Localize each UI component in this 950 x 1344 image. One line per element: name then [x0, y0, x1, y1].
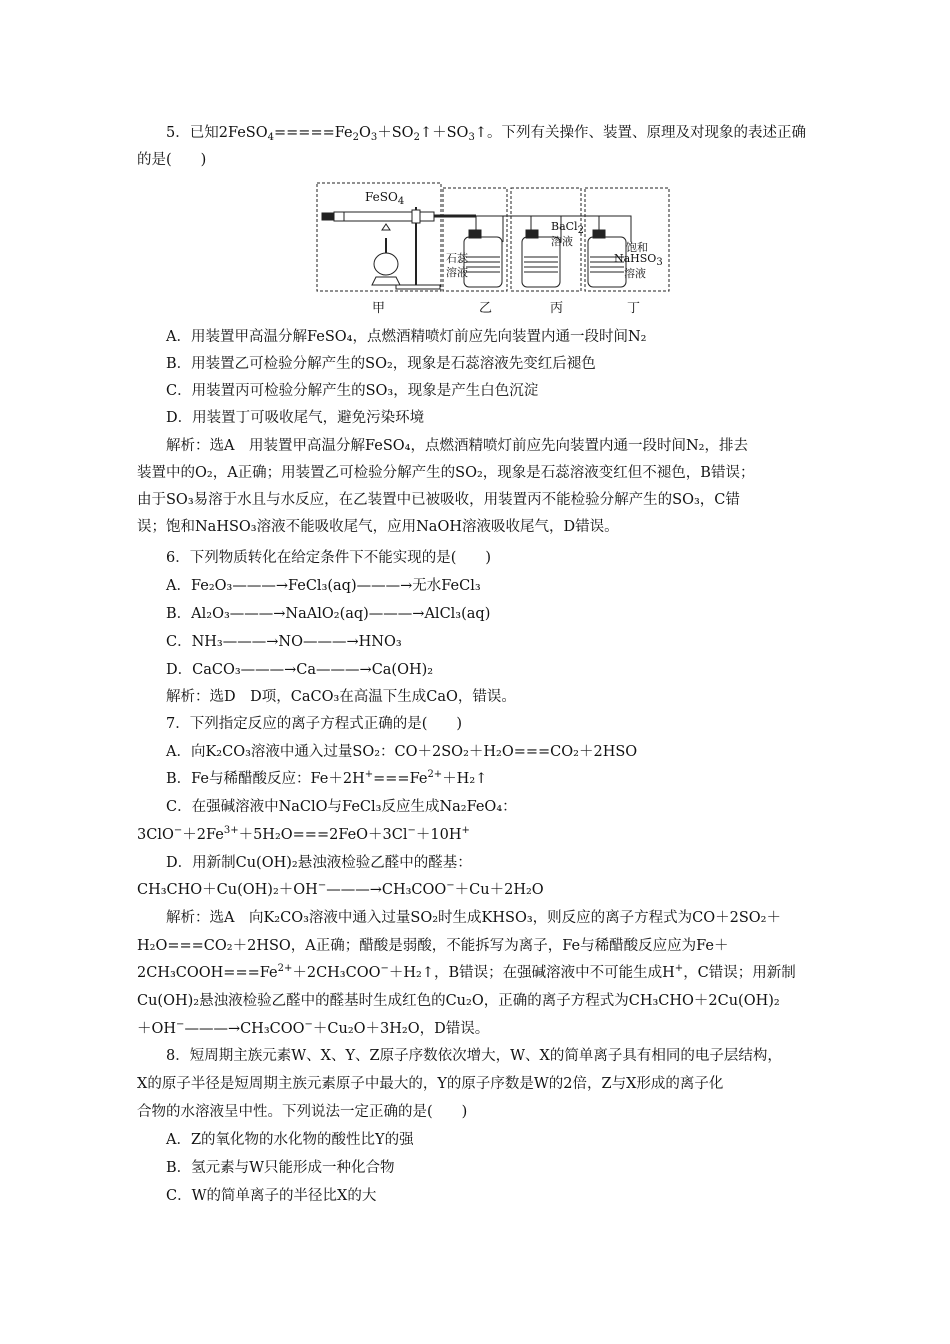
apparatus-figure	[316, 182, 672, 317]
label-nahso3-solution: 溶液	[624, 267, 646, 280]
label-bacl2: BaCl$_2$	[551, 220, 584, 236]
q5-option-c: C．用装置丙可检验分解产生的SO₃，现象是产生白色沉淀	[166, 383, 539, 399]
label-baohe: 饱和	[626, 241, 648, 254]
q7-analysis-1: 解析：选A 向K₂CO₃溶液中通入过量SO₂时生成KHSO₃，则反应的离子方程式为CO＋2SO₂＋	[166, 910, 781, 926]
label-nahso3: NaHSO$_3$	[614, 252, 663, 268]
q7-option-d-equation: CH₃CHO＋Cu(OH)₂＋OH−———→CH₃COO−＋Cu＋2H₂O	[137, 880, 544, 898]
q7-option-b: B．Fe与稀醋酸反应：$Fe+2H^+===Fe^{2+}+H_2↑$	[166, 769, 488, 787]
q5-analysis-2: 装置中的O₂，A正确；用装置乙可检验分解产生的SO₂，现象是石蕊溶液变红但不褪色，B错误；	[137, 465, 755, 481]
q7-option-d: D．用新制Cu(OH)₂悬浊液检验乙醛中的醛基：	[166, 855, 472, 871]
q6-stem: 6．下列物质转化在给定条件下不能实现的是( )	[166, 550, 492, 566]
label-ding: 丁	[627, 301, 641, 316]
q7-analysis-3: $2CH_3COOH===Fe^{2+}+2CH_3COO^-+H_2↑$，B错误；在强碱溶液中不可能生成H+，C错误；用新制	[137, 963, 796, 981]
label-jia: 甲	[372, 301, 386, 316]
q6-option-d: D．CaCO₃———→Ca———→Ca(OH)₂	[166, 662, 434, 678]
q8-stem-1: 8．短周期主族元素W、X、Y、Z原子序数依次增大，W、X的简单离子具有相同的电子层结构，	[166, 1048, 782, 1064]
q7-option-a: A．向K₂CO₃溶液中通入过量SO₂：CO＋2SO₂＋H₂O===CO₂＋2HSO	[166, 744, 638, 760]
q8-option-b: B．氢元素与W只能形成一种化合物	[166, 1160, 395, 1176]
q5-option-d: D．用装置丁可吸收尾气，避免污染环境	[166, 410, 425, 426]
q8-stem-3: 合物的水溶液呈中性。下列说法一定正确的是( )	[137, 1104, 468, 1120]
q5-option-b: B．用装置乙可检验分解产生的SO₂，现象是石蕊溶液先变红后褪色	[166, 356, 596, 372]
label-shiru-2: 溶液	[446, 266, 468, 279]
label-bacl2-solution: 溶液	[551, 235, 573, 248]
label-feso4: FeSO$_4$	[365, 190, 405, 207]
q5-analysis-4: 误；饱和NaHSO₃溶液不能吸收尾气，应用NaOH溶液吸收尾气，D错误。	[137, 519, 619, 535]
q7-option-c: C．在强碱溶液中NaClO与FeCl₃反应生成Na₂FeO₄：	[166, 799, 517, 815]
q7-stem: 7．下列指定反应的离子方程式正确的是( )	[166, 716, 463, 732]
q6-option-b: B．Al₂O₃———→NaAlO₂(aq)———→AlCl₃(aq)	[166, 606, 491, 622]
q8-option-a: A．Z的氧化物的水化物的酸性比Y的强	[166, 1132, 414, 1148]
label-yi: 乙	[479, 301, 493, 316]
q7-analysis-4: Cu(OH)₂悬浊液检验乙醛中的醛基时生成红色的Cu₂O，正确的离子方程式为CH₃CHO＋2Cu(OH)₂	[137, 993, 780, 1009]
q5-option-a: A．用装置甲高温分解FeSO₄，点燃酒精喷灯前应先向装置内通一段时间N₂	[166, 329, 647, 345]
q5-stem-line2: 的是( )	[137, 152, 207, 168]
label-bing: 丙	[550, 301, 564, 316]
q5-analysis-1: 解析：选A 用装置甲高温分解FeSO₄，点燃酒精喷灯前应先向装置内通一段时间N₂，排去	[166, 438, 748, 454]
label-shiru-1: 石蕊	[446, 252, 468, 265]
q7-analysis-5: ＋OH−———→CH₃COO−＋Cu₂O＋3H₂O，D错误。	[137, 1019, 490, 1037]
q5-analysis-3: 由于SO₃易溶于水且与水反应，在乙装置中已被吸收，用装置丙不能检验分解产生的SO₃，C错	[137, 492, 740, 508]
q7-option-c-equation: $3ClO^-+2Fe^{3+}+5H_2O===2FeO+3Cl^-+10H^+$	[137, 825, 470, 843]
q5-stem: 5．已知$2FeSO_4=====Fe_2O_3+SO_2↑+SO_3↑$。下列有关操作、装置、原理及对现象的表述正确	[166, 125, 806, 143]
q6-analysis: 解析：选D D项，CaCO₃在高温下生成CaO，错误。	[166, 689, 516, 705]
q6-option-c: C．NH₃———→NO———→HNO₃	[166, 634, 402, 650]
q6-option-a: A．Fe₂O₃———→FeCl₃(aq)———→无水FeCl₃	[166, 578, 481, 594]
q7-analysis-2: H₂O===CO₂＋2HSO，A正确；醋酸是弱酸，不能拆写为离子，Fe与稀醋酸反应应为Fe＋	[137, 938, 729, 954]
q8-stem-2: X的原子半径是短周期主族元素原子中最大的，Y的原子序数是W的2倍，Z与X形成的离子化	[137, 1076, 724, 1092]
q8-option-c: C．W的简单离子的半径比X的大	[166, 1188, 377, 1204]
